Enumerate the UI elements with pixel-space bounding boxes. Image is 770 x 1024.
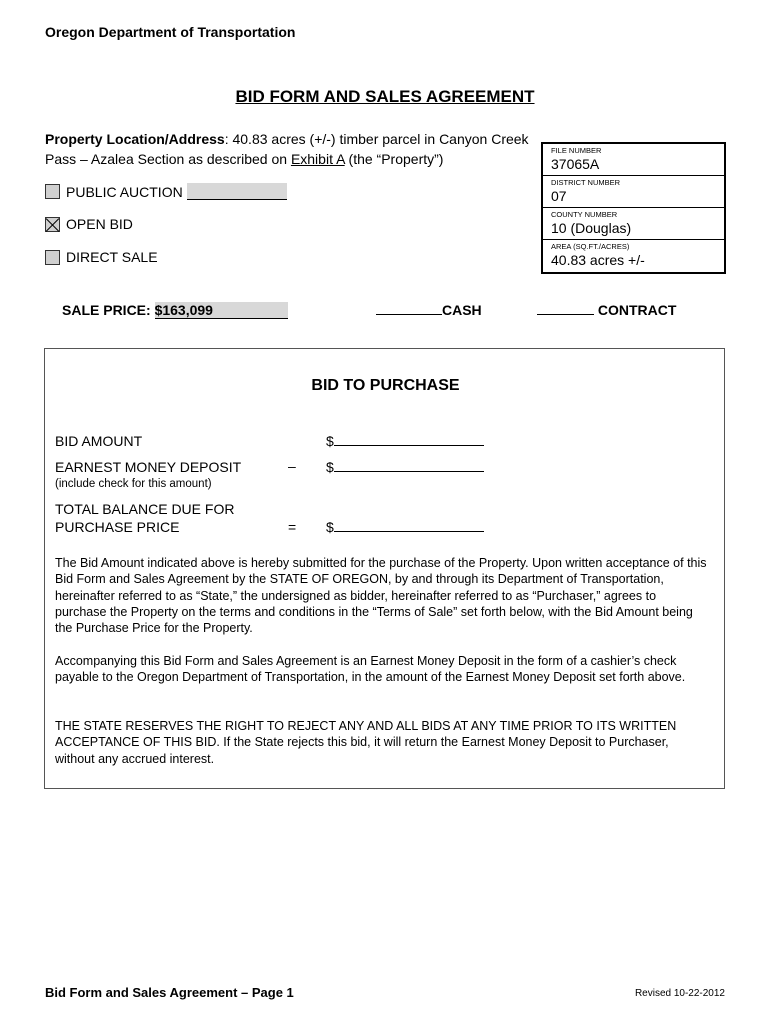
file-number-label: FILE NUMBER	[551, 146, 602, 155]
public-auction-label: PUBLIC AUCTION	[66, 183, 183, 200]
total-balance-field[interactable]	[326, 519, 484, 535]
district-number-cell	[543, 176, 724, 208]
sale-price-field[interactable]	[155, 302, 288, 319]
earnest-deposit-note: (include check for this amount)	[55, 478, 212, 490]
agency-name: Oregon Department of Transportation	[45, 24, 296, 40]
footer-page-label: Bid Form and Sales Agreement – Page 1	[45, 985, 294, 1000]
county-number-value: 10 (Douglas)	[551, 220, 632, 236]
public-auction-checkbox[interactable]	[45, 184, 60, 199]
open-bid-option[interactable]	[45, 216, 133, 232]
open-bid-checkbox[interactable]	[45, 217, 60, 232]
property-info-box	[541, 142, 726, 274]
bid-paragraph-2: Accompanying this Bid Form and Sales Agreement is an Earnest Money Deposit in the form of a cashier’s check payable to the Oregon Department of Transportation, in the amount of the Earnest Money Deposit set forth above.	[55, 654, 686, 685]
cash-line[interactable]	[376, 302, 442, 315]
property-location	[45, 129, 535, 169]
cash-label: CASH	[442, 302, 482, 318]
exhibit-link[interactable]: Exhibit A	[290, 151, 345, 167]
file-number-value: 37065A	[551, 156, 600, 172]
district-number-value: 07	[551, 188, 567, 204]
county-number-cell	[543, 208, 724, 240]
direct-sale-label: DIRECT SALE	[66, 249, 158, 265]
bid-amount-line[interactable]	[334, 433, 484, 446]
file-number-cell	[543, 144, 724, 176]
earnest-deposit-label: EARNEST MONEY DEPOSIT	[55, 459, 242, 475]
sale-price	[62, 302, 288, 319]
open-bid-label: OPEN BID	[66, 216, 133, 232]
public-auction-field[interactable]	[187, 183, 287, 200]
total-balance-line[interactable]	[334, 519, 484, 532]
sale-price-label: SALE PRICE:	[62, 302, 151, 318]
sale-price-value: $163,099	[154, 302, 213, 318]
bid-to-purchase-box	[44, 348, 725, 789]
cash-option	[376, 302, 482, 318]
earnest-deposit-field[interactable]	[326, 459, 484, 475]
total-balance-label-1: TOTAL BALANCE DUE FOR	[55, 501, 235, 517]
property-location-text: : 40.83 acres (+/-) timber parcel in Canyon Creek Pass – Azalea Section as described on	[45, 131, 529, 167]
direct-sale-checkbox[interactable]	[45, 250, 60, 265]
area-cell	[543, 240, 724, 272]
area-label: AREA (SQ.FT./ACRES)	[551, 242, 630, 251]
bid-amount-field[interactable]	[326, 433, 484, 449]
area-value: 40.83 acres +/-	[551, 252, 645, 268]
bid-paragraph-3: THE STATE RESERVES THE RIGHT TO REJECT ANY AND ALL BIDS AT ANY TIME PRIOR TO ITS WRITTEN ACCEPTANCE OF THIS BID. If the State rejects this bid, it will return the Earnest Money Deposit to Purchaser, without any accrued interest.	[55, 719, 677, 766]
equals-sign: =	[288, 519, 297, 535]
contract-option	[537, 302, 676, 318]
footer-revised-date: Revised 10-22-2012	[634, 988, 725, 999]
direct-sale-option[interactable]	[45, 249, 158, 265]
earnest-deposit-line[interactable]	[334, 459, 484, 472]
bid-amount-dollar: $	[326, 433, 334, 449]
county-number-label: COUNTY NUMBER	[551, 210, 618, 219]
total-balance-label-2: PURCHASE PRICE	[55, 519, 180, 535]
earnest-deposit-dollar: $	[326, 459, 334, 475]
contract-line[interactable]	[537, 302, 594, 315]
property-location-label: Property Location/Address	[45, 131, 225, 147]
total-balance-dollar: $	[326, 519, 334, 535]
bid-title: BID TO PURCHASE	[311, 377, 460, 394]
contract-label: CONTRACT	[597, 302, 677, 318]
page-title: BID FORM AND SALES AGREEMENT	[235, 87, 535, 106]
minus-sign: –	[288, 458, 296, 474]
property-location-suffix: (the “Property”)	[344, 151, 444, 167]
public-auction-option[interactable]	[45, 183, 287, 200]
bid-paragraph-1: The Bid Amount indicated above is hereby submitted for the purchase of the Property. Upon written acceptance of this Bid Form and Sales Agreement by the STATE OF OREGON, by and through its Department of Transportation, hereinafter referred to as “State,” the undersigned as bidder, hereinafter referred to as “Purchaser,” agrees to purchase the Property on the terms and conditions in the “Terms of Sale” set forth below, with the Bid Amount being the Purchase Price for the Property.	[55, 556, 707, 636]
district-number-label: DISTRICT NUMBER	[551, 178, 621, 187]
bid-amount-label: BID AMOUNT	[55, 433, 143, 449]
